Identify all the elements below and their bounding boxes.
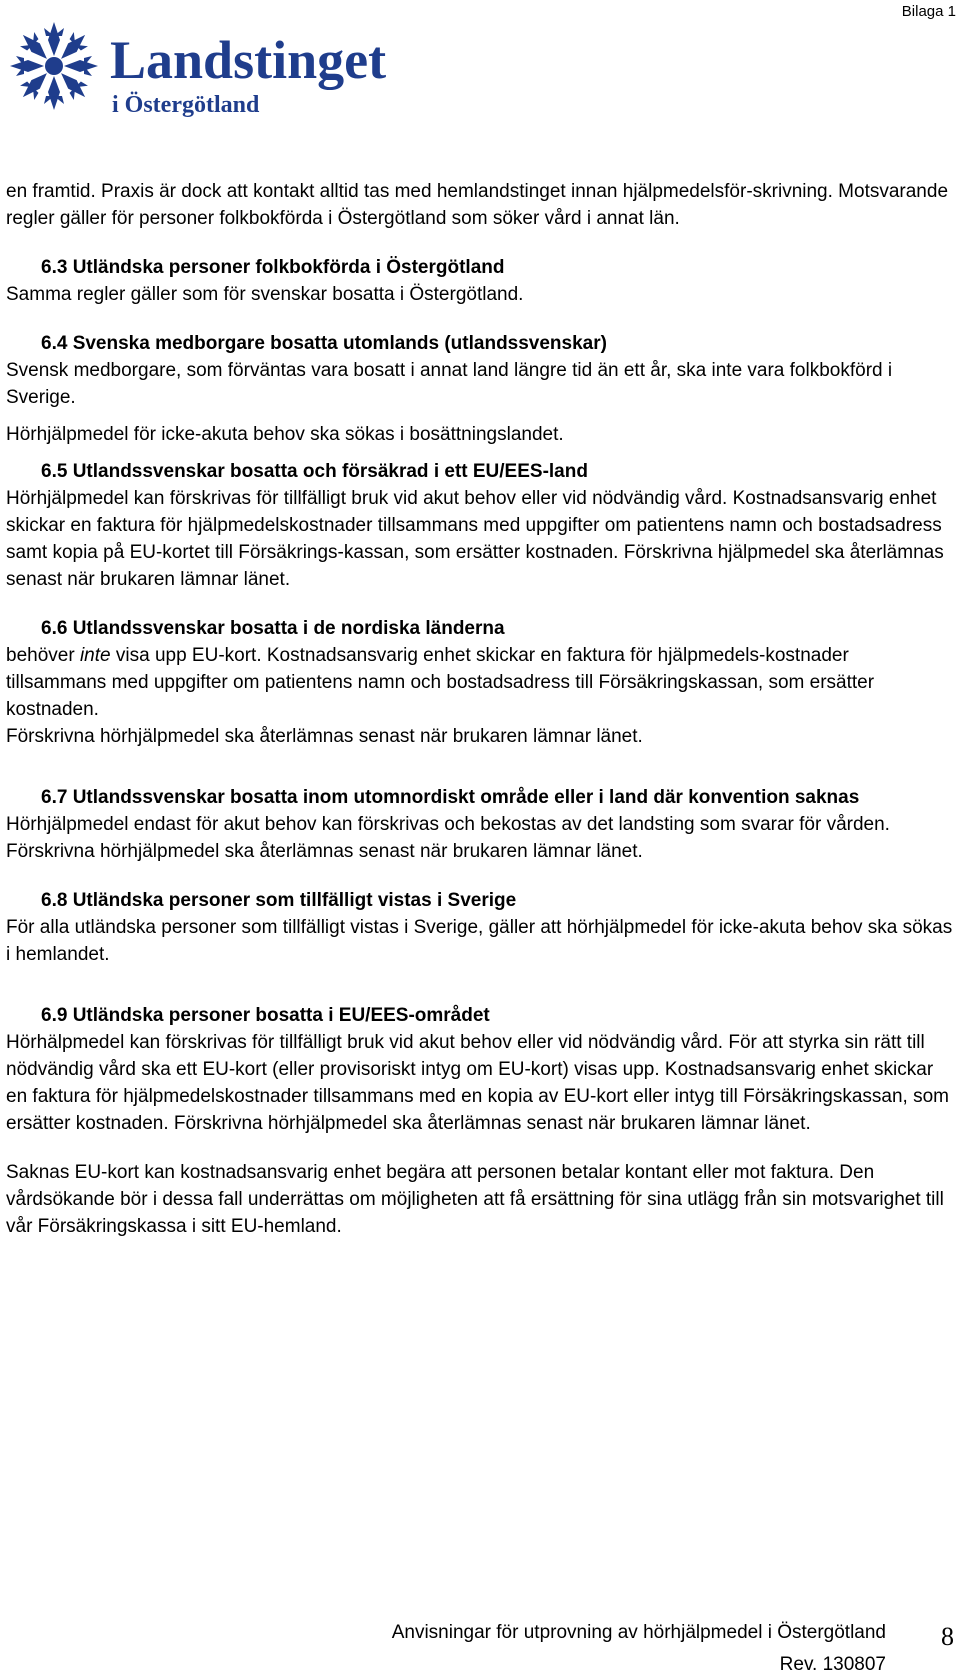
section-6-4-heading: 6.4 Svenska medborgare bosatta utomlands (utlandssvenskar) — [41, 333, 607, 354]
section-6-9-heading: 6.9 Utländska personer bosatta i EU/EES-området — [41, 1005, 490, 1026]
section-6-6-heading: 6.6 Utlandssvenskar bosatta i de nordiska länderna — [41, 618, 505, 639]
snowflake-emblem-icon — [10, 22, 98, 110]
section-6-9-text-2: Saknas EU-kort kan kostnadsansvarig enhet begära att personen betalar kontant eller mot faktura. Den vårdsökande bör i dessa fall underrättas om möjligheten att få ersättning för sina utlägg från sin motsvarighet till vår Försäkringskassa i sitt EU-hemland. — [6, 1162, 944, 1237]
section-6-7-heading: 6.7 Utlandssvenskar bosatta inom utomnordiskt område eller i land där konvention saknas — [41, 787, 860, 808]
document-body — [6, 178, 954, 1240]
section-6-8-heading: 6.8 Utländska personer som tillfälligt vistas i Sverige — [41, 890, 517, 911]
section-6-3-heading: 6.3 Utländska personer folkbokförda i Östergötland — [41, 257, 505, 278]
logo-name: Landstinget — [110, 30, 387, 90]
section-6-8-text: För alla utländska personer som tillfälligt vistas i Sverige, gäller att hörhjälpmedel för icke-akuta behov ska sökas i hemlandet. — [6, 917, 953, 965]
section-6-9-text: Hörhälpmedel kan förskrivas för tillfälligt bruk vid akut behov eller vid nödvändig vård. För att styrka sin rätt till nödvändig vård ska ett EU-kort (eller provisoriskt intyg om EU-kort) visas upp. Kostnadsansvarig enhet skickar en faktura för hjälpmedelskostnader tillsammans med en kopia av EU-kort eller intyg till Försäkringskassan, som ersätter kostnaden. Förskrivna hörhjälpmedel ska återlämnas senast när brukaren lämnar länet. — [6, 1032, 950, 1134]
section-6-5-heading: 6.5 Utlandssvenskar bosatta och försäkrad i ett EU/EES-land — [41, 461, 588, 482]
section-6-4-text-2: Hörhjälpmedel för icke-akuta behov ska sökas i bosättningslandet. — [6, 424, 564, 445]
page-number: 8 — [941, 1622, 954, 1651]
landstinget-logo — [6, 14, 426, 126]
intro-paragraph: en framtid. Praxis är dock att kontakt alltid tas med hemlandstinget innan hjälpmedelsför-skrivning. Motsvarande regler gäller för personer folkbokförda i Östergötland som söker vård i annat län. — [6, 181, 949, 229]
logo-subtitle: i Östergötland — [112, 92, 260, 118]
attachment-label: Bilaga 1 — [901, 3, 956, 20]
section-6-5-text: Hörhjälpmedel kan förskrivas för tillfälligt bruk vid akut behov eller vid nödvändig vård. Kostnadsansvarig enhet skickar en faktura för hjälpmedelskostnader tillsammans med uppgifter om patientens namn och bostadsadress samt kopia på EU-kortet till Försäkrings-kassan, som ersätter kostnaden. Förskrivna hjälpmedel ska återlämnas senast när brukaren lämnar länet. — [6, 488, 944, 590]
emphasis-inte: inte — [79, 645, 111, 666]
section-6-6-text-2: Förskrivna hörhjälpmedel ska återlämnas senast när brukaren lämnar länet. — [6, 726, 643, 747]
section-6-6-text: behöver inte visa upp EU-kort. Kostnadsansvarig enhet skickar en faktura för hjälpmedels-kostnader tillsammans med uppgifter om patientens namn och bostadsadress till Försäkringskassan, som ersätter kostnaden. — [6, 645, 875, 720]
footer-revision: Rev. 130807 — [779, 1654, 886, 1675]
section-6-4-text: Svensk medborgare, som förväntas vara bosatt i annat land längre tid än ett år, ska inte vara folkbokförd i Sverige. — [6, 360, 893, 408]
footer-doc-title: Anvisningar för utprovning av hörhjälpmedel i Östergötland — [391, 1622, 886, 1643]
section-6-7-text: Hörhjälpmedel endast för akut behov kan förskrivas och bekostas av det landsting som svarar för vården. Förskrivna hörhjälpmedel ska återlämnas senast när brukaren lämnar länet. — [6, 814, 890, 862]
section-6-3-text: Samma regler gäller som för svenskar bosatta i Östergötland. — [6, 284, 524, 305]
